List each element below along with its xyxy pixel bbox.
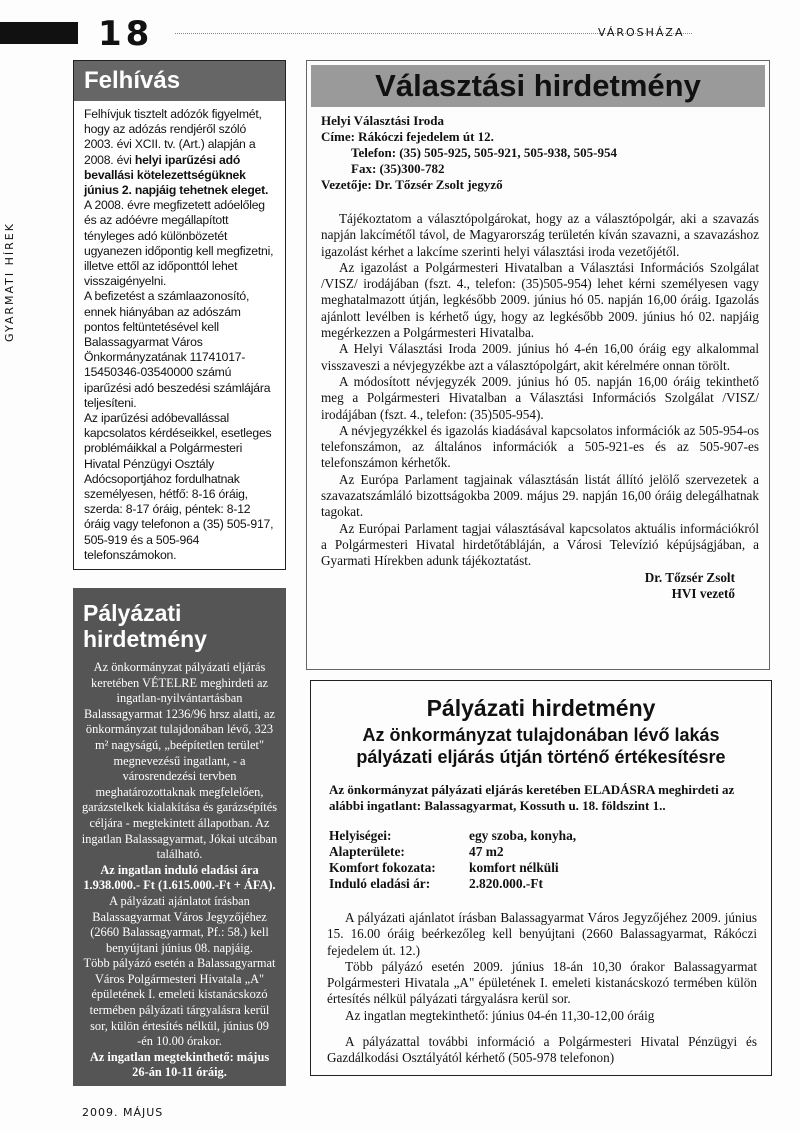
header-black-bar [0,22,78,44]
office-name: Helyi Választási Iroda [321,113,445,128]
felhivas-notice [73,60,286,570]
felhivas-paragraph: Felhívjuk tisztelt adózók figyelmét, hogy az adózás rendjéről szóló 2003. évi XCII. tv. (Art.) alapján a 2008. évi helyi iparűzési adó bevallási kötelezettségüknek június 2. napjáig tehetnek eleget. [84,107,269,198]
palyazati-left-notice [73,588,286,1086]
valasztasi-paragraph: Az igazolást a Polgármesteri Hivatalban a Választási Információs Szolgálat /VISZ/ irodájában (fszt. 4., telefon: (35)505-954) lehet kérni személyesen vagy meghatalmazott útján, legkésőbb 2009. június hó 05. napján 16,00 óráig. Igazolás ajánlott levélben is kérhető úgy, hogy az legkésőbb 2009. június hó 02. napjáig megérkezzen a Polgármesteri Hivatalba. [321,259,759,341]
palyazati-right-paragraph: A pályázati ajánlatot írásban Balassagyarmat Város Jegyzőjéhez 2009. június 15. 16.00 óráig beérkezőleg kell benyújtani (2660 Balassagyarmat, Rákóczi fejedelem út. 12.) [327,910,757,958]
table-row: Helyiségei: egy szoba, konyha, [329,828,577,843]
felhivas-paragraph: A 2008. évre megfizetett adóelőleg és az adóévre megállapított tényleges adó különbözetét ugyanezen időpontig kell megfizetni, illetve ettől az időponttól lehet visszaigényelni. [84,198,274,289]
table-row: Induló eladási ár: 2.820.000.-Ft [329,876,544,891]
issue-date: 2009. MÁJUS [82,1106,164,1119]
valasztasi-signature: Dr. Tőzsér Zsolt HVI vezető [644,569,735,601]
palyazati-right-paragraph: A pályázattal további információ a Polgármesteri Hivatal Pénzügyi és Gazdálkodási Osztályától kérhető (505-978 telefonon) [327,1034,757,1066]
palyazati-right-body [311,892,771,1067]
palyazati-right-intro: Az önkormányzat pályázati eljárás keretében ELADÁSRA meghirdeti az alábbi ingatlant: Balassagyarmat, Kossuth u. 18. földszint 1.. [329,782,735,813]
property-details-table [329,828,576,892]
palyazati-right-subtitle: Az önkormányzat tulajdonában lévő lakás pályázati eljárás útján történő értékesítésre [356,725,726,767]
valasztasi-paragraph: A Helyi Választási Iroda 2009. június hó 4-én 16,00 óráig egy alkalommal visszaveszi a névjegyzékbe azt a választópolgárt, akit kérelmére onnan törölt. [321,341,759,373]
table-row: Alapterülete: 47 m2 [329,844,504,859]
felhivas-title: Felhívás [74,61,285,101]
valasztasi-paragraph: A módosított névjegyzék 2009. június hó 05. napján 16,00 óráig tekinthető meg a Polgármesteri Hivatalban a Választási Információs Szolgálat /VISZ/ irodájában (fszt. 4., telefon: (35)505-954). [321,373,759,422]
felhivas-body [74,101,285,563]
felhivas-paragraph: Az iparűzési adóbevallással kapcsolatos kérdéseikkel, esetleges problémáikkal a Polgármesteri Hivatal Pénzügyi Osztály Adócsoportjához fordulhatnak személyesen, hétfő: 8-16 óráig, szerda: 8-17 óráig, péntek: 8-12 óráig vagy telefonon a (35) 505-917, 505-919 és a 505-964 telefonszámokon. [84,411,274,562]
office-phone: Telefon: (35) 505-925, 505-921, 505-938, 505-954 [351,145,617,160]
publication-side-label: GYARMATI HÍREK [3,222,16,342]
palyazati-left-paragraph: A pályázati ajánlatot írásban Balassagyarmat Város Jegyzőjéhez (2660 Balassagyarmat, Pf.: 58.) kell benyújtani június 08. napjáig. [90,893,269,955]
palyazati-right-notice [310,680,772,1076]
palyazati-right-paragraph: Több pályázó esetén 2009. június 18-án 10,30 órakor Balassagyarmat Polgármesteri Hivatala „A" épületének I. emeleti kistanácskozó termében külön értesítés nélkül pályázati tárgyalásra kerül sor. [327,958,757,1007]
table-row: Komfort fokozata: komfort nélküli [329,860,559,875]
page-number: 18 [98,14,154,54]
valasztasi-paragraph: A névjegyzékkel és igazolás kiadásával kapcsolatos információk az 505-954-os telefonszámon, az általános információk a 505-921-es és az 505-907-es telefonszámon kérhetők. [321,422,759,471]
section-name: VÁROSHÁZA [598,26,685,39]
office-fax: Fax: (35)300-782 [351,161,445,176]
palyazati-left-viewing: Az ingatlan megtekinthető: május 26-án 10-11 óráig. [89,1049,270,1080]
palyazati-left-title: Pályázati hirdetmény [83,600,207,652]
valasztasi-paragraph: Az Európai Parlament tagjai választásával kapcsolatos aktuális információkról a Polgármesteri Hivatal hirdetőtábláján, a Városi Televízió képújságjában, a Gyarmati Hírekben adunk tájékoztatást. [321,520,759,569]
palyazati-left-paragraph: Az önkormányzat pályázati eljárás keretében VÉTELRE meghirdeti az ingatlan-nyilvántartásban Balassagyarmat 1236/96 hrsz alatti, az önkormányzat tulajdonában lévő, 323 m² nagyságú, „beépítetlen terület" megnevezésű ingatlant, - a városrendezési tervben meghatározottaknak megfelelően, garázstelkek kialakítása és garázsépítés céljára - megtekintett állapotban. Az ingatlan Balassagyarmat, Jókai utcában található. [81,660,278,862]
valasztasi-body [307,193,769,570]
valasztasi-notice [306,60,770,670]
valasztasi-paragraph: Az Európa Parlament tagjainak választásán listát állító jelölő szervezetek a szavazatszámláló bizottságokba 2009. május 29. napján 16,00 óráig delegálhatnak tagokat. [321,471,759,520]
office-address: Címe: Rákóczi fejedelem út 12. [321,129,494,144]
office-head: Vezetője: Dr. Tőzsér Zsolt jegyző [321,177,503,192]
valasztasi-title: Választási hirdetmény [311,65,765,107]
palyazati-left-paragraph: Több pályázó esetén a Balassagyarmat Város Polgármesteri Hivatala „A" épületének I. emeleti kistanácskozó termében pályázati tárgyalásra kerül sor, külön értesítés nélkül, június 09 -én 10.00 órakor. [83,956,276,1049]
valasztasi-paragraph: Tájékoztatom a választópolgárokat, hogy az a választópolgár, aki a szavazás napján lakcímétől távol, de Magyarország területén kíván szavazni, a szavazáshoz igazolást kérhet a lakcíme szerinti helyi választási iroda vezetőjétől. [321,211,759,259]
palyazati-left-body [73,656,286,1085]
palyazati-left-price: Az ingatlan induló eladási ára 1.938.000.- Ft (1.615.000.-Ft + ÁFA). [83,862,276,893]
valasztasi-office-info [307,107,769,193]
palyazati-right-paragraph: Az ingatlan megtekinthető: június 04-én 11,30-12,00 óráig [345,1007,655,1023]
felhivas-paragraph: A befizetést a számlaazonosító, ennek hiányában az adószám pontos feltüntetésével kell Balassagyarmat Város Önkormányzatának 11741017-15450346-03540000 számú iparűzési adó beszedési számlájára teljesíteni. [84,289,271,410]
palyazati-right-title: Pályázati hirdetmény [426,695,656,721]
